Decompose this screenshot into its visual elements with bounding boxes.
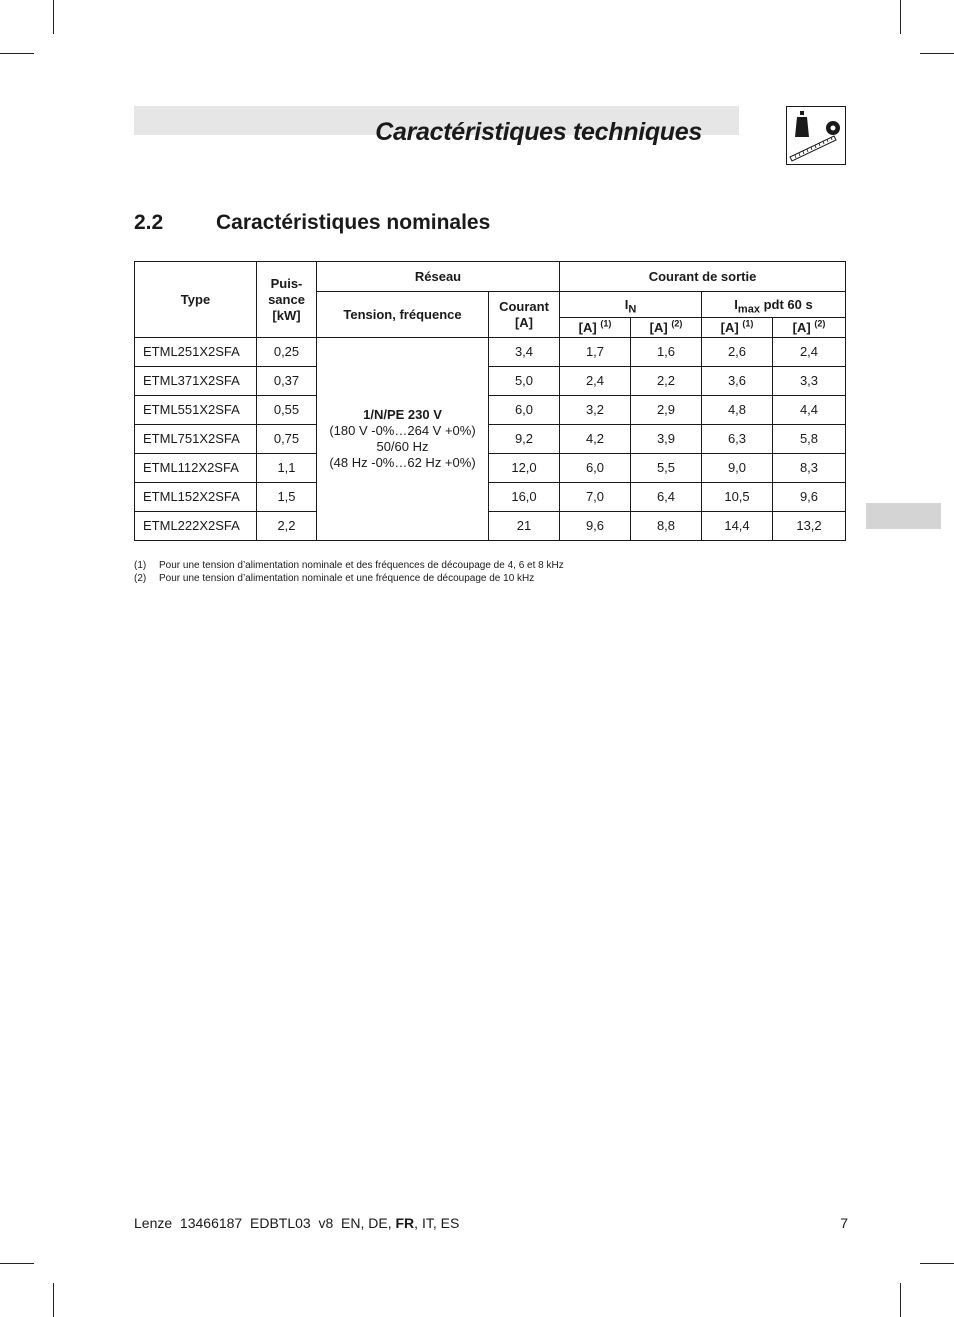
cell-imax-1: 14,4 — [702, 512, 773, 541]
cell-imax-2: 2,4 — [773, 338, 846, 367]
cell-in-1: 4,2 — [560, 425, 631, 454]
cell-input-current: 21 — [489, 512, 560, 541]
cell-power: 1,5 — [257, 483, 317, 512]
crop-mark — [0, 1263, 34, 1264]
cell-power: 1,1 — [257, 454, 317, 483]
crop-mark — [53, 1283, 54, 1317]
cell-power: 2,2 — [257, 512, 317, 541]
cell-power: 0,75 — [257, 425, 317, 454]
table-row — [135, 425, 846, 454]
table-row — [135, 454, 846, 483]
cell-type: ETML152X2SFA — [135, 483, 257, 512]
cell-in-1: 9,6 — [560, 512, 631, 541]
cell-in-2: 1,6 — [631, 338, 702, 367]
crop-mark — [900, 0, 901, 34]
footnote — [134, 559, 564, 572]
cell-in-2: 3,9 — [631, 425, 702, 454]
footnote-text: Pour une tension d’alimentation nominale et une fréquence de découpage de 10 kHz — [159, 573, 535, 584]
cell-type: ETML251X2SFA — [135, 338, 257, 367]
cell-imax-1: 2,6 — [702, 338, 773, 367]
cell-type: ETML371X2SFA — [135, 367, 257, 396]
rated-data-table — [134, 261, 846, 541]
header-imax: $I_{max}$ pdt 60 s — [702, 292, 846, 318]
footnote-text: Pour une tension d’alimentation nominale et des fréquences de découpage de 4, 6 et 8 kHz — [159, 560, 564, 571]
cell-imax-2: 9,6 — [773, 483, 846, 512]
header-in-note1: [A] $^{(1)}$ — [560, 318, 631, 338]
table-row — [135, 512, 846, 541]
cell-power: 0,55 — [257, 396, 317, 425]
header-power: Puis- sance [kW] — [257, 262, 317, 338]
cell-in-1: 1,7 — [560, 338, 631, 367]
cell-in-2: 8,8 — [631, 512, 702, 541]
chapter-tab-marker — [866, 503, 941, 529]
footnotes — [134, 559, 564, 585]
cell-power: 0,25 — [257, 338, 317, 367]
section-number: 2.2 — [134, 211, 164, 234]
footnote-mark: (1) — [134, 560, 147, 571]
cell-imax-2: 5,8 — [773, 425, 846, 454]
header-output-current: Courant de sortie — [560, 262, 846, 292]
cell-imax-2: 3,3 — [773, 367, 846, 396]
footnote-mark: (2) — [134, 573, 147, 584]
cell-in-1: 6,0 — [560, 454, 631, 483]
cell-input-current: 5,0 — [489, 367, 560, 396]
crop-mark — [53, 0, 54, 34]
header-type: Type — [135, 262, 257, 338]
cell-type: ETML751X2SFA — [135, 425, 257, 454]
cell-imax-2: 13,2 — [773, 512, 846, 541]
cell-imax-1: 6,3 — [702, 425, 773, 454]
cell-type: ETML222X2SFA — [135, 512, 257, 541]
cell-in-1: 7,0 — [560, 483, 631, 512]
cell-imax-1: 9,0 — [702, 454, 773, 483]
cell-power: 0,37 — [257, 367, 317, 396]
cell-input-current: 3,4 — [489, 338, 560, 367]
cell-imax-1: 4,8 — [702, 396, 773, 425]
cell-in-1: 2,4 — [560, 367, 631, 396]
section-heading — [134, 211, 490, 235]
cell-network-supply: 1/N/PE 230 V (180 V -0%…264 V +0%) 50/60 Hz (48 Hz -0%…62 Hz +0%) — [317, 338, 489, 541]
footer-document-info: Lenze 13466187 EDBTL03 v8 EN, DE, FR, IT, ES — [134, 1215, 460, 1231]
cell-in-2: 5,5 — [631, 454, 702, 483]
cell-type: ETML551X2SFA — [135, 396, 257, 425]
weight-and-measuring-tape-icon — [786, 106, 846, 165]
cell-type: ETML112X2SFA — [135, 454, 257, 483]
table-row — [135, 338, 846, 367]
header-input-current: Courant [A] — [489, 292, 560, 338]
cell-in-2: 2,9 — [631, 396, 702, 425]
cell-imax-2: 8,3 — [773, 454, 846, 483]
cell-input-current: 6,0 — [489, 396, 560, 425]
cell-imax-1: 3,6 — [702, 367, 773, 396]
header-network: Réseau — [317, 262, 560, 292]
page-header-title: Caractéristiques techniques — [375, 118, 702, 146]
table-row — [135, 396, 846, 425]
header-in: $I_N$ — [560, 292, 702, 318]
cell-input-current: 12,0 — [489, 454, 560, 483]
table-row — [135, 483, 846, 512]
page-number: 7 — [840, 1215, 848, 1231]
cell-imax-2: 4,4 — [773, 396, 846, 425]
cell-in-2: 6,4 — [631, 483, 702, 512]
footnote — [134, 572, 564, 585]
header-imax-note1: [A] $^{(1)}$ — [702, 318, 773, 338]
cell-input-current: 9,2 — [489, 425, 560, 454]
crop-mark — [900, 1283, 901, 1317]
crop-mark — [920, 1263, 954, 1264]
crop-mark — [0, 53, 34, 54]
cell-in-2: 2,2 — [631, 367, 702, 396]
cell-imax-1: 10,5 — [702, 483, 773, 512]
header-imax-note2: [A] $^{(2)}$ — [773, 318, 846, 338]
cell-input-current: 16,0 — [489, 483, 560, 512]
header-voltage-frequency: Tension, fréquence — [317, 292, 489, 338]
cell-in-1: 3,2 — [560, 396, 631, 425]
crop-mark — [920, 53, 954, 54]
header-in-note2: [A] $^{(2)}$ — [631, 318, 702, 338]
table-row — [135, 367, 846, 396]
section-title: Caractéristiques nominales — [216, 211, 491, 234]
